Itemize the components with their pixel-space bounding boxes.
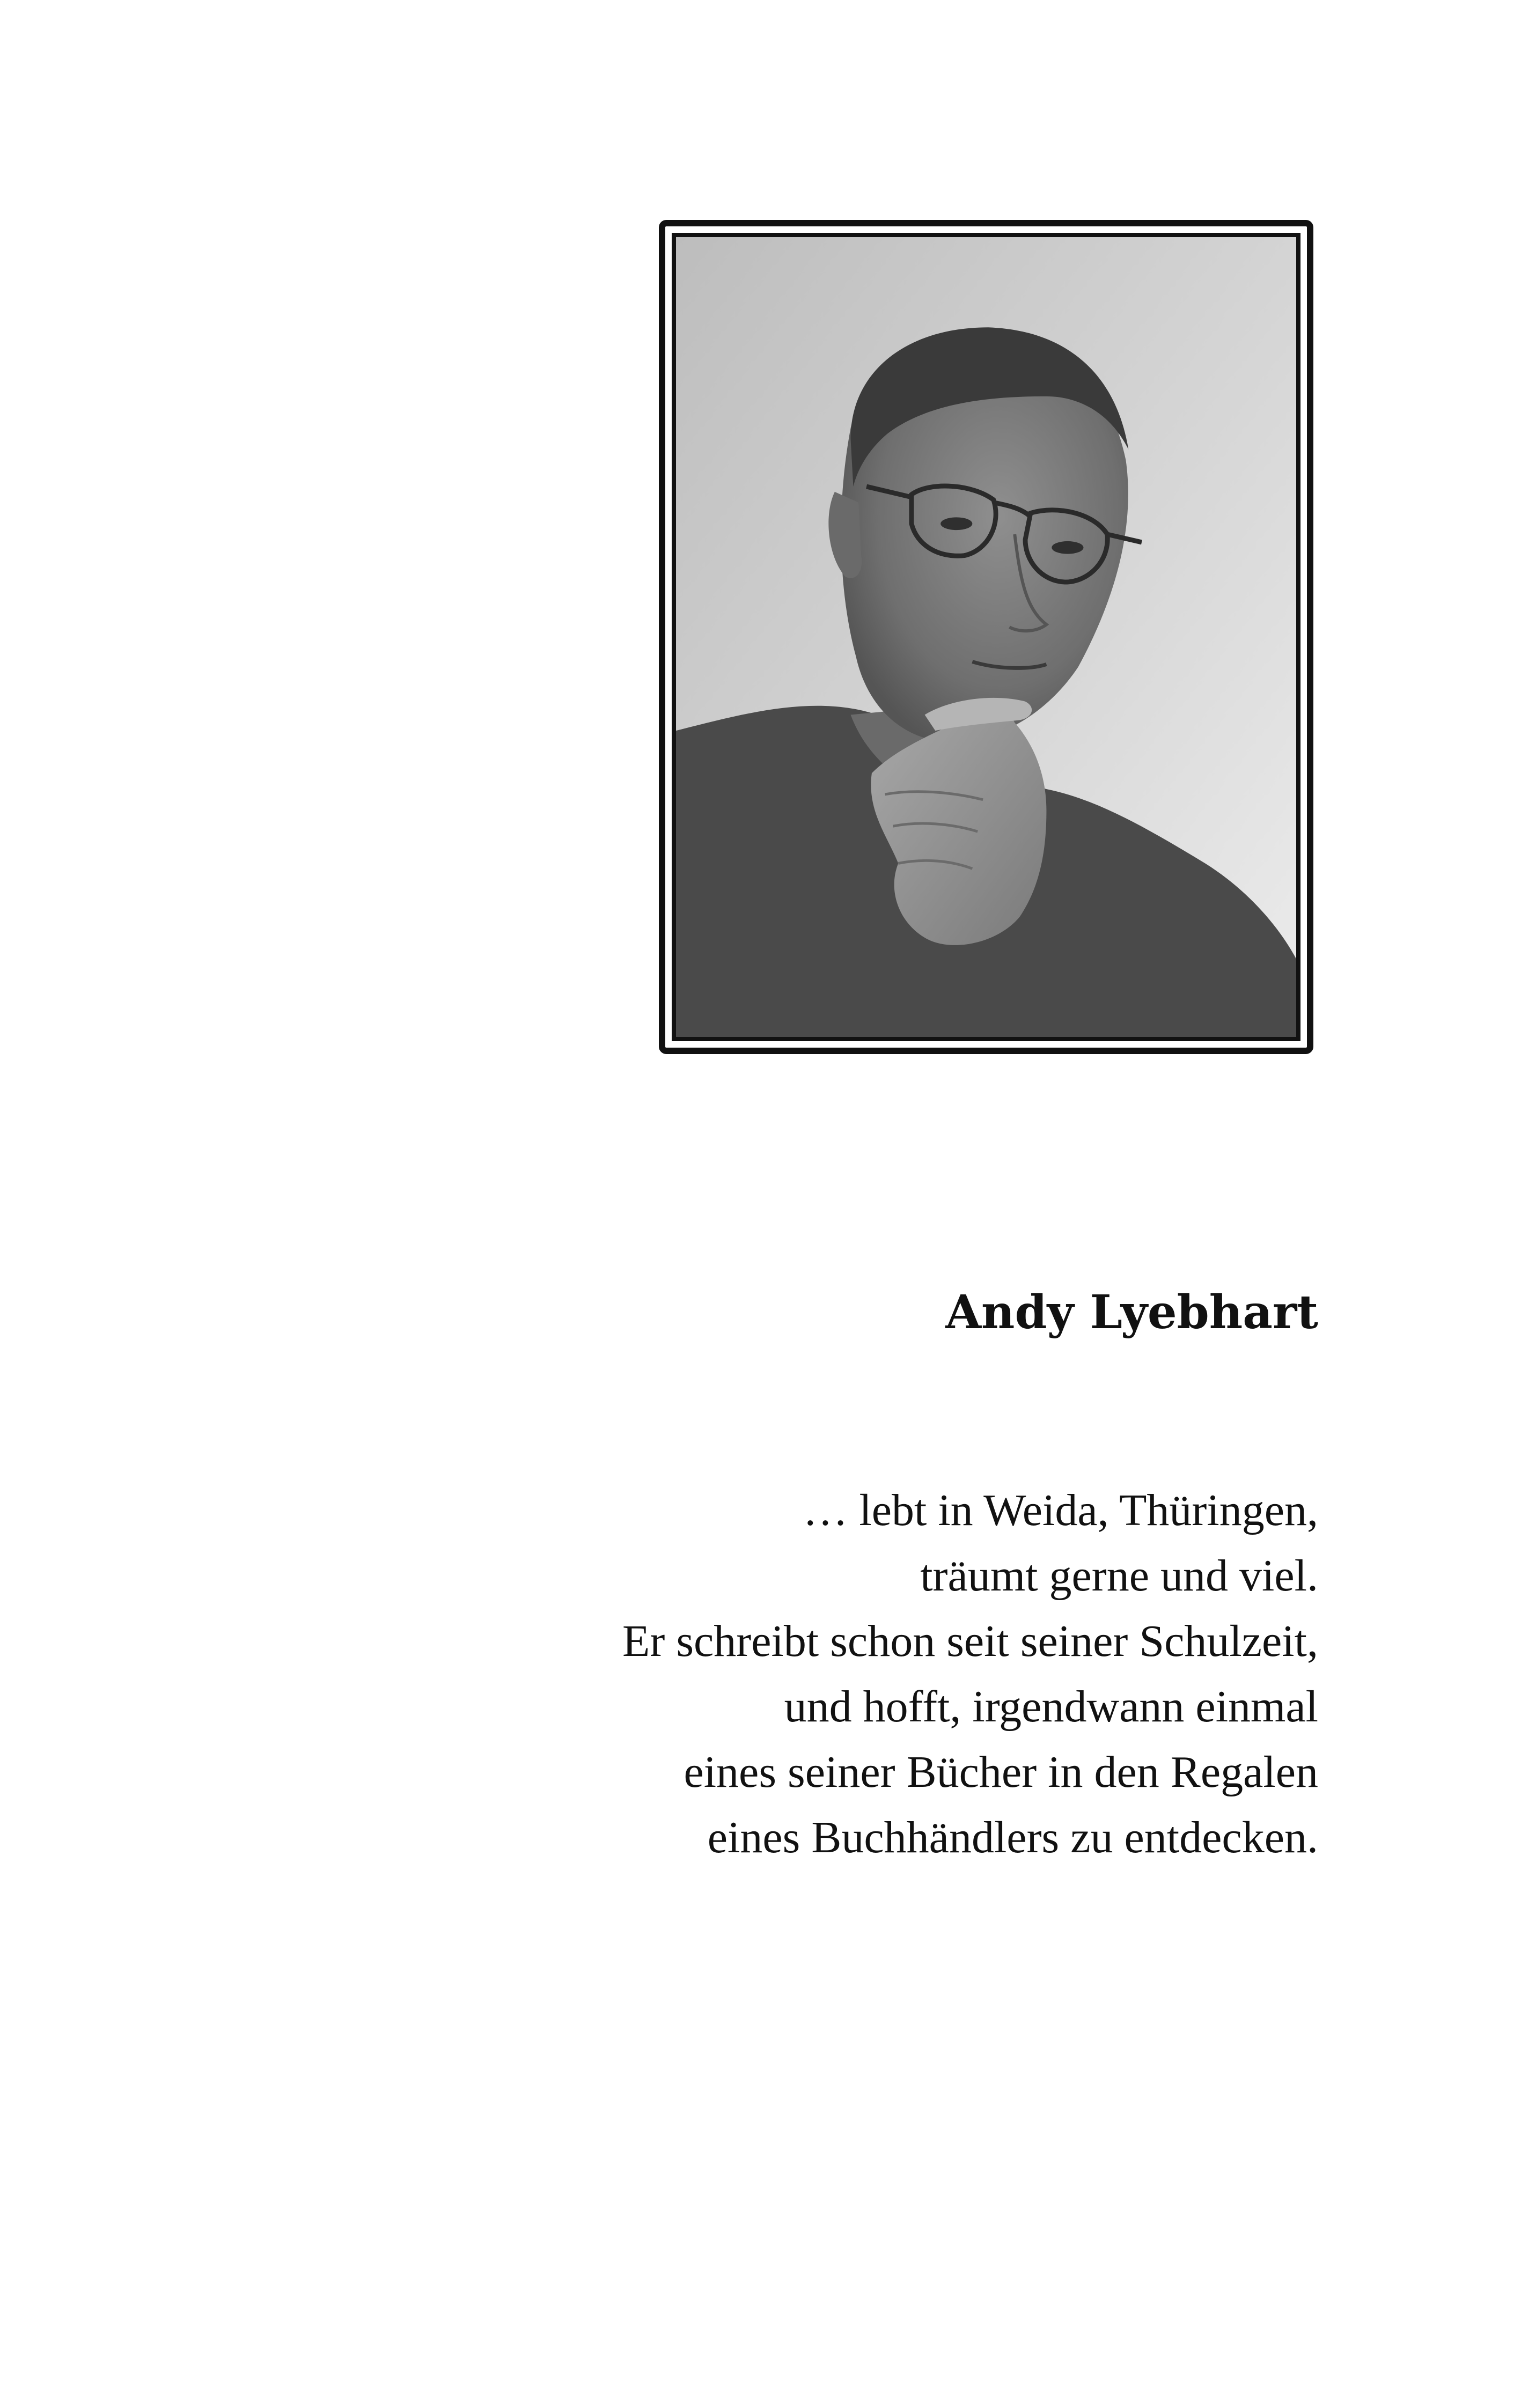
bio-line: eines Buchhändlers zu entdecken. <box>707 1813 1318 1862</box>
bio-line: Er schreibt schon seit seiner Schulzeit, <box>622 1616 1318 1666</box>
author-bio <box>622 1478 1318 1871</box>
author-portrait-frame <box>659 220 1313 1054</box>
bio-line: träumt gerne und viel. <box>920 1551 1318 1601</box>
bio-line: eines seiner Bücher in den Regalen <box>684 1747 1318 1797</box>
author-name: Andy Lyebhart <box>945 1285 1318 1339</box>
author-portrait <box>672 233 1300 1041</box>
bio-line: … lebt in Weida, Thüringen, <box>803 1485 1318 1535</box>
bio-line: und hofft, irgendwann einmal <box>784 1682 1318 1732</box>
